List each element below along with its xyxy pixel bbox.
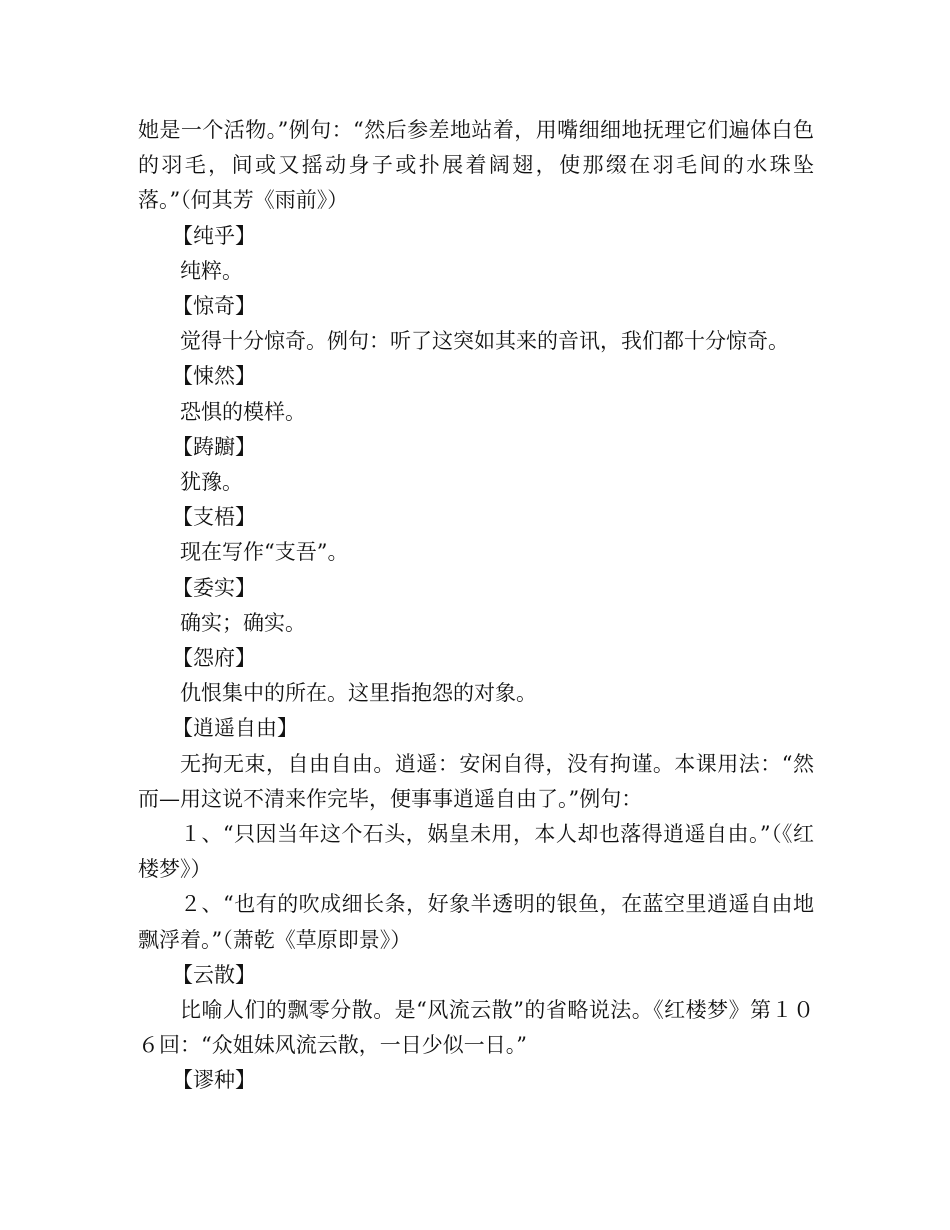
term-definition: 纯粹。 xyxy=(180,258,243,283)
term-definition: 确实；确实。 xyxy=(180,610,306,635)
term-heading: 【惊奇】 xyxy=(172,294,256,319)
term-heading: 【谬种】 xyxy=(172,1068,256,1093)
term-definition: 仇恨集中的所在。这里指抱怨的对象。 xyxy=(180,681,537,706)
term-heading: 【悚然】 xyxy=(172,364,256,389)
document-body xyxy=(138,113,814,1099)
term-heading: 【踌躕】 xyxy=(172,434,256,459)
term-heading: 【纯乎】 xyxy=(172,223,256,248)
term-heading: 【委实】 xyxy=(172,575,256,600)
term-definition: 犹豫。 xyxy=(180,470,243,495)
term-definition: 无拘无束，自由自由。逍遥：安闲自得，没有拘谨。本课用法：“然而—用这说不清来作完毕，便事事逍遥自由了。”例句： xyxy=(138,751,814,811)
paragraph-continuation: 她是一个活物。”例句：“然后参差地站着，用嘴细细地抚理它们遍体白色的羽毛，间或又摇动身子或扑展着阔翅，使那缀在羽毛间的水珠坠落。”（何其芳《雨前》） xyxy=(138,118,814,213)
term-definition: 恐惧的模样。 xyxy=(180,399,306,424)
term-heading: 【云散】 xyxy=(172,962,256,987)
term-heading: 【怨府】 xyxy=(172,646,256,671)
term-definition: 觉得十分惊奇。例句：听了这突如其来的音讯，我们都十分惊奇。 xyxy=(180,329,789,354)
term-definition: 现在写作“支吾”。 xyxy=(180,540,349,565)
term-definition: 比喻人们的飘零分散。是“风流云散”的省略说法。《红楼梦》第１０６回：“众姐妹风流云散，一日少似一日。” xyxy=(138,998,814,1058)
term-heading: 【逍遥自由】 xyxy=(172,716,298,741)
example-sentence: １、“只因当年这个石头，娲皇未用，本人却也落得逍遥自由。”（《红楼梦》） xyxy=(138,822,814,882)
example-sentence: ２、“也有的吹成细长条，好象半透明的银鱼，在蓝空里逍遥自由地飘浮着。”（萧乾《草原即景》） xyxy=(138,892,814,952)
term-heading: 【支梧】 xyxy=(172,505,256,530)
